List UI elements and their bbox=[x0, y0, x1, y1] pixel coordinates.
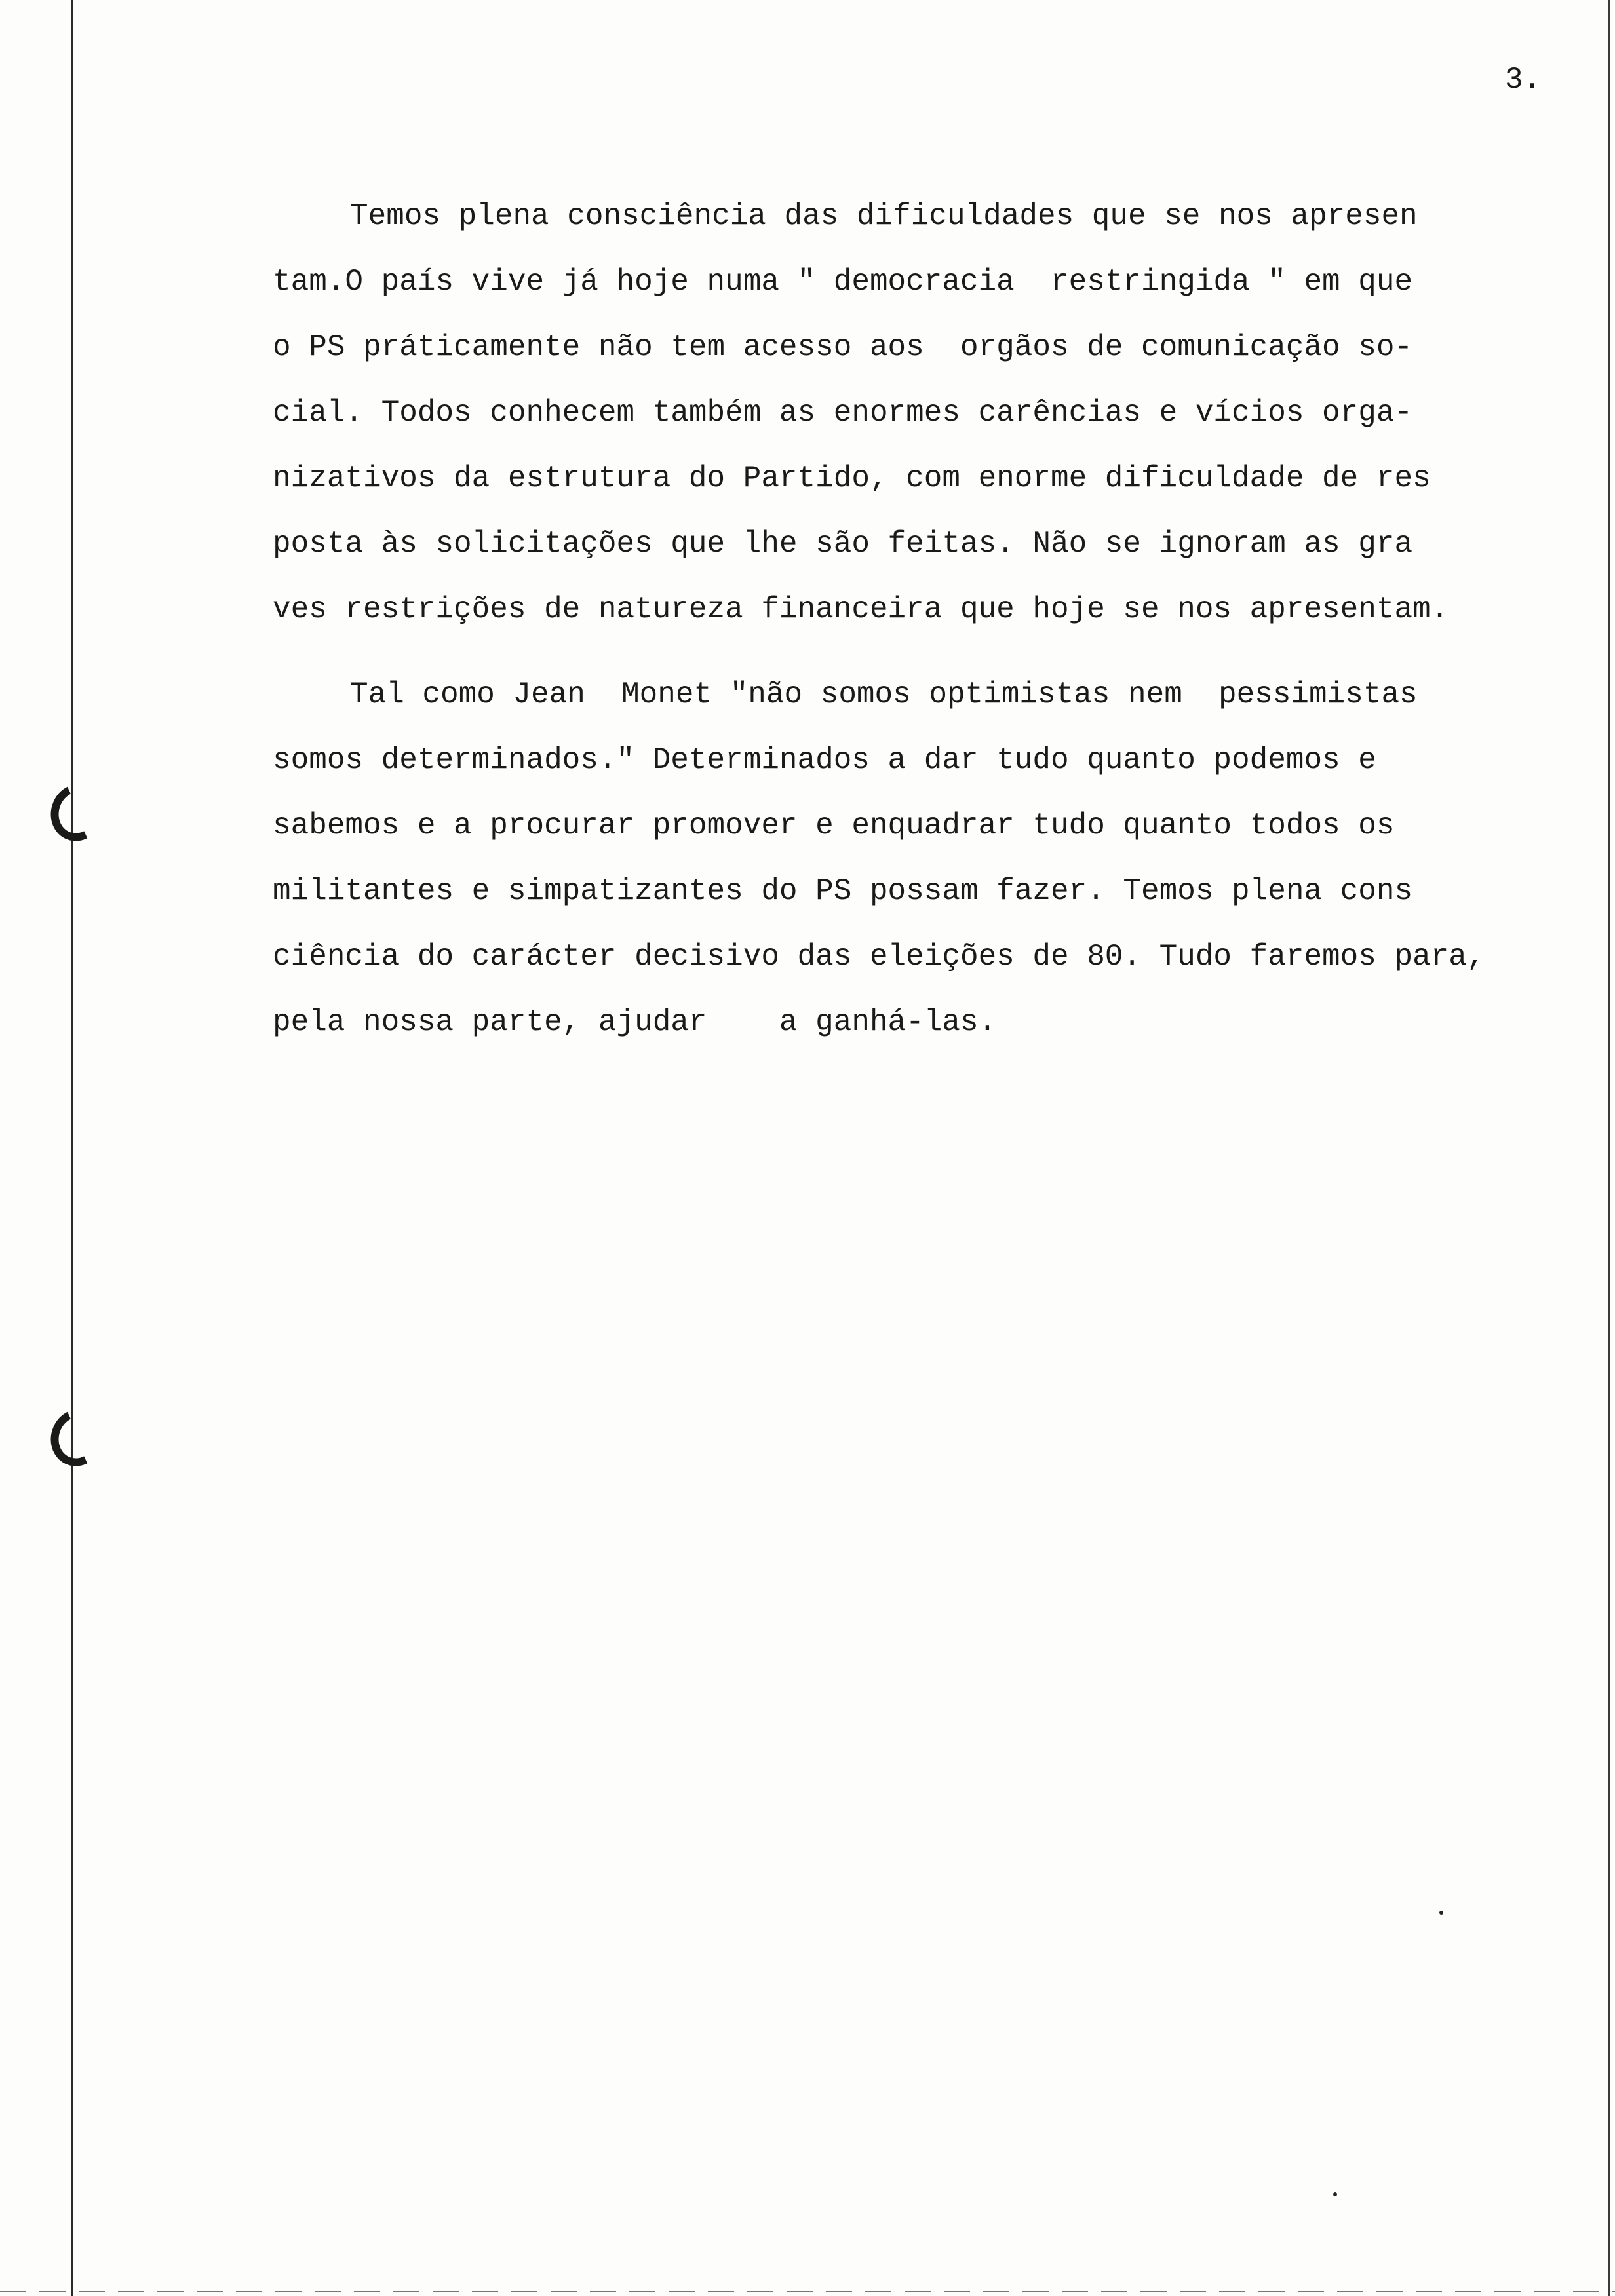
right-page-edge bbox=[1608, 0, 1610, 2296]
text-line: Tal como Jean Monet "não somos optimistas nem pessimistas bbox=[350, 678, 1418, 712]
paragraph bbox=[273, 662, 1557, 1055]
text-line: cial. Todos conhecem também as enormes carências e vícios orga- bbox=[273, 396, 1413, 430]
paragraph-gap bbox=[273, 642, 1557, 662]
text-line: somos determinados." Determinados a dar tudo quanto podemos e bbox=[273, 743, 1376, 777]
text-line: militantes e simpatizantes do PS possam fazer. Temos plena cons bbox=[273, 874, 1413, 908]
scan-speck bbox=[1333, 2192, 1337, 2196]
text-line: nizativos da estrutura do Partido, com enorme dificuldade de res bbox=[273, 461, 1431, 495]
text-line: tam.O país vive já hoje numa " democracia restringida " em que bbox=[273, 265, 1413, 299]
text-line: Temos plena consciência das dificuldades que se nos apresen bbox=[350, 199, 1418, 233]
text-line: ves restrições de natureza financeira que hoje se nos apresentam. bbox=[273, 592, 1449, 626]
page-number: 3. bbox=[1505, 63, 1542, 97]
body-text bbox=[273, 183, 1557, 1055]
text-line: posta às solicitações que lhe são feitas. Não se ignoram as gra bbox=[273, 527, 1413, 561]
left-margin-rule bbox=[71, 0, 73, 2296]
text-line: pela nossa parte, ajudar a ganhá-las. bbox=[273, 1005, 997, 1039]
text-line: sabemos e a procurar promover e enquadrar tudo quanto todos os bbox=[273, 809, 1395, 843]
scan-speck bbox=[1439, 1911, 1443, 1915]
binder-hole-icon bbox=[43, 1402, 111, 1474]
binder-hole-icon bbox=[43, 776, 111, 849]
bottom-page-edge bbox=[0, 2291, 1615, 2292]
text-line: ciência do carácter decisivo das eleições de 80. Tudo faremos para, bbox=[273, 940, 1485, 974]
paragraph bbox=[273, 183, 1557, 642]
text-line: o PS práticamente não tem acesso aos orgãos de comunicação so- bbox=[273, 330, 1413, 364]
